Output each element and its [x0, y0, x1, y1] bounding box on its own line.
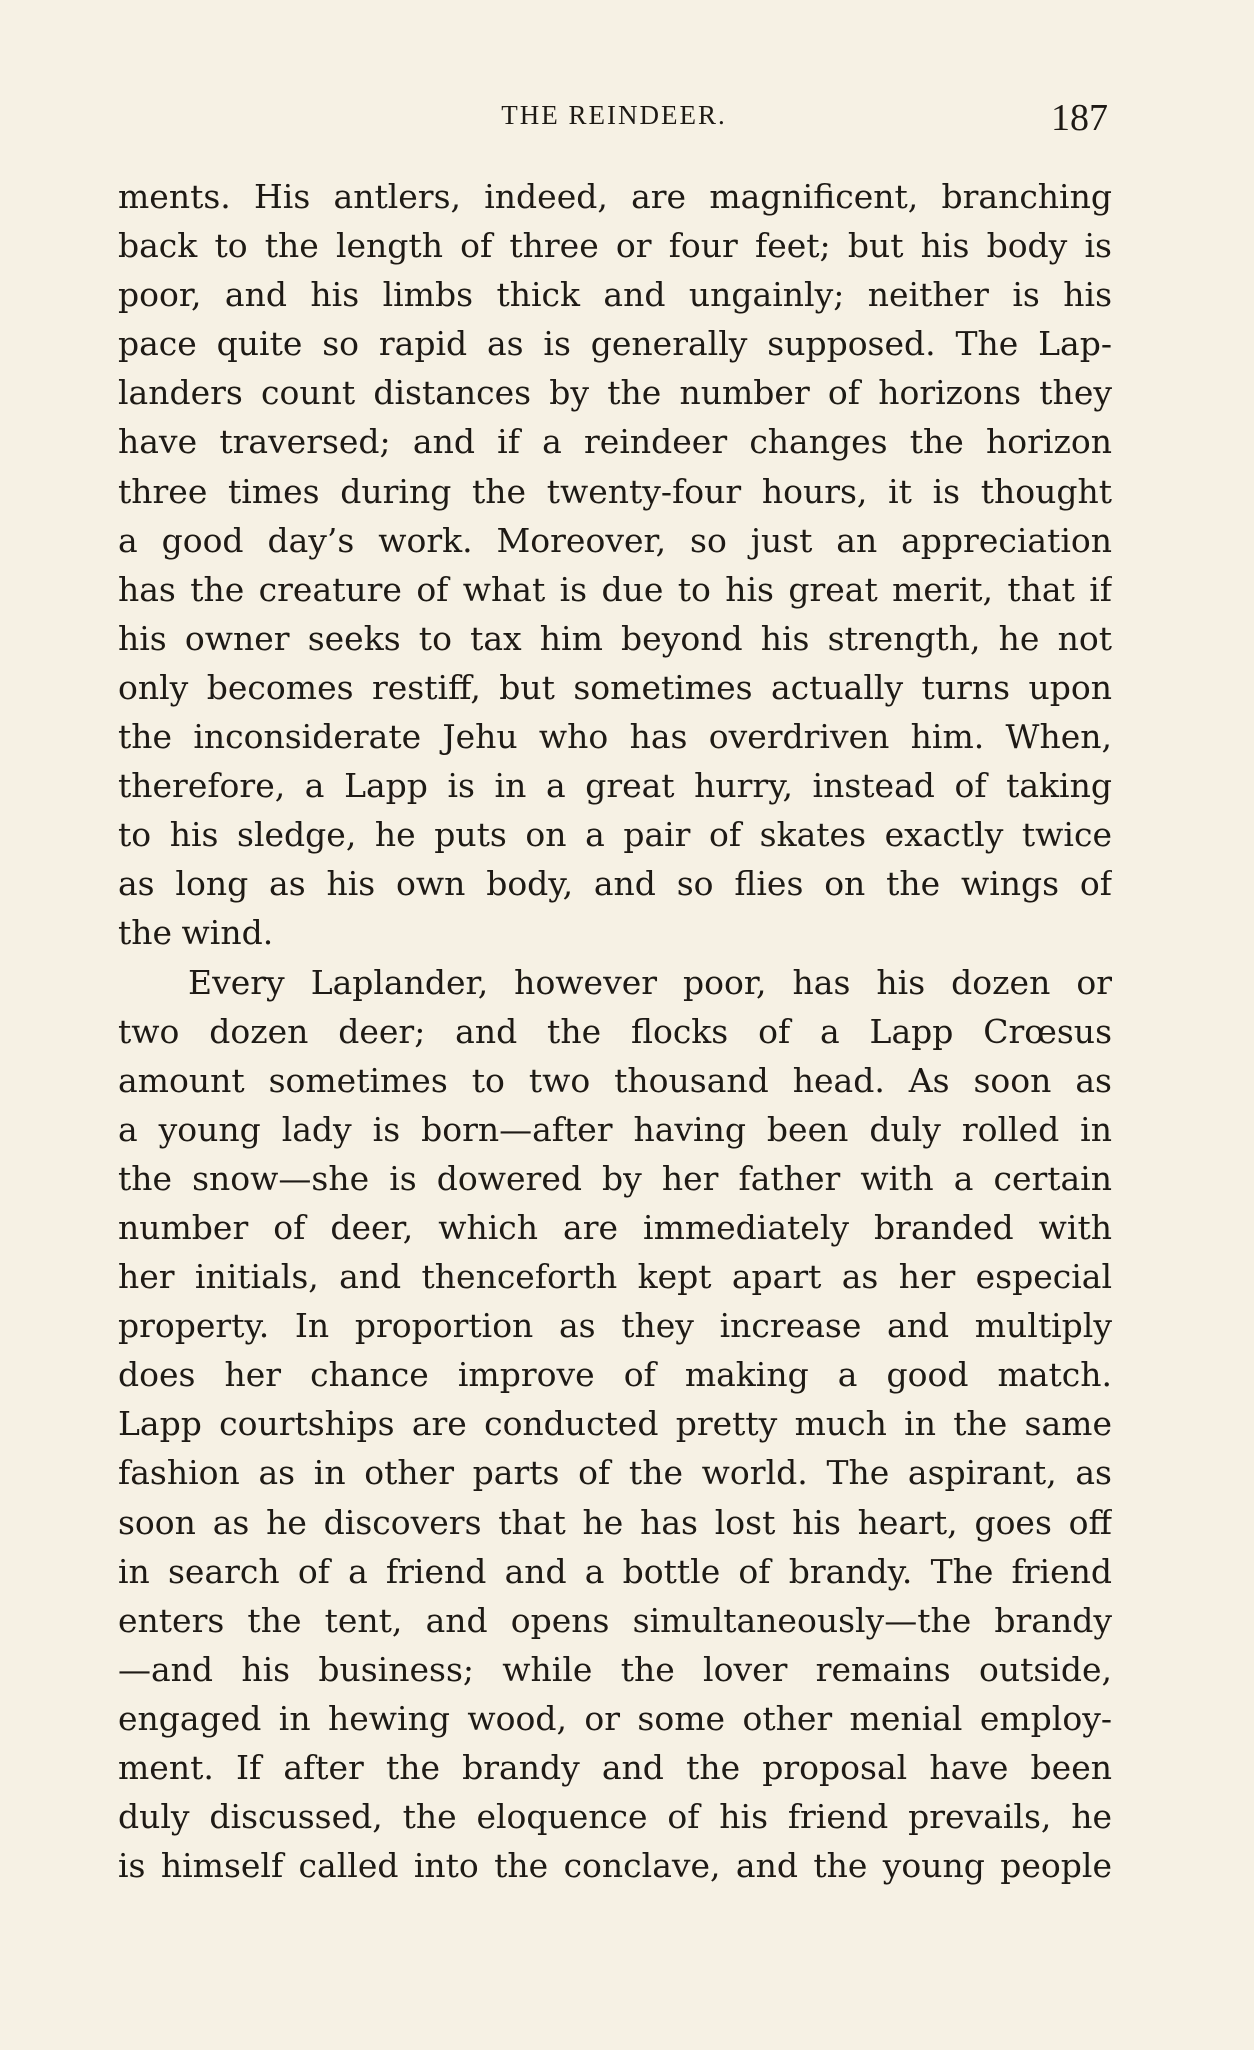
text-line: amount sometimes to two thousand head. As soon as [118, 1060, 1112, 1100]
body-text [118, 172, 1112, 1890]
text-line: the wind. [118, 913, 274, 953]
page-number: 187 [1051, 97, 1108, 139]
text-line: —and his business; while the lover remains outside, [118, 1649, 1112, 1689]
text-line: Lapp courtships are conducted pretty much in the same [118, 1404, 1112, 1444]
text-line: two dozen deer; and the flocks of a Lapp Crœsus [118, 1011, 1112, 1051]
running-title: THE REINDEER. [501, 100, 727, 130]
text-line: soon as he discovers that he has lost his heart, goes off [118, 1502, 1112, 1542]
text-line: a young lady is born—after having been duly rolled in [118, 1109, 1112, 1149]
text-line: ment. If after the brandy and the proposal have been [118, 1748, 1112, 1787]
text-line: pace quite so rapid as is generally supposed. The Lap- [118, 324, 1112, 364]
text-line: is himself called into the conclave, and the young people [118, 1846, 1112, 1886]
text-line: landers count distances by the number of horizons they [118, 373, 1112, 413]
text-line: the inconsiderate Jehu who has overdriven him. When, [118, 717, 1112, 757]
text-line: as long as his own body, and so flies on the wings of [118, 864, 1112, 904]
text-line: number of deer, which are immediately branded with [118, 1207, 1112, 1247]
running-head [118, 97, 1110, 140]
text-line: the snow—she is dowered by her father with a certain [118, 1158, 1112, 1198]
text-line: property. In proportion as they increase and multiply [118, 1306, 1112, 1346]
text-line: three times during the twenty-four hours, it is thought [118, 471, 1112, 511]
text-line: her initials, and thenceforth kept apart as her especial [118, 1257, 1112, 1297]
text-line: fashion as in other parts of the world. The aspirant, as [118, 1453, 1112, 1493]
text-line: to his sledge, he puts on a pair of skates exactly twice [118, 815, 1112, 855]
text-line: in search of a friend and a bottle of brandy. The friend [118, 1551, 1112, 1591]
text-line: a good day’s work. Moreover, so just an appreciation [118, 520, 1112, 560]
text-line: back to the length of three or four feet; but his body is [118, 226, 1112, 266]
text-line: his owner seeks to tax him beyond his strength, he not [118, 618, 1112, 658]
text-line: Every Laplander, however poor, has his dozen or [188, 962, 1112, 1002]
paragraph-1 [118, 172, 1112, 958]
text-line: duly discussed, the eloquence of his friend prevails, he [118, 1797, 1112, 1837]
text-line: have traversed; and if a reindeer changes the horizon [118, 422, 1112, 462]
text-line: has the creature of what is due to his great merit, that if [118, 569, 1112, 609]
text-line: ments. His antlers, indeed, are magnificent, branching [118, 177, 1112, 216]
text-line: enters the tent, and opens simultaneously—the brandy [118, 1600, 1112, 1640]
paragraph-2 [118, 958, 1112, 1891]
text-line: engaged in hewing wood, or some other menial employ- [118, 1698, 1112, 1738]
text-line: poor, and his limbs thick and ungainly; neither is his [118, 275, 1112, 315]
text-line: only becomes restiff, but sometimes actually turns upon [118, 667, 1112, 707]
text-line: therefore, a Lapp is in a great hurry, instead of taking [118, 766, 1112, 806]
text-line: does her chance improve of making a good match. [118, 1355, 1112, 1395]
